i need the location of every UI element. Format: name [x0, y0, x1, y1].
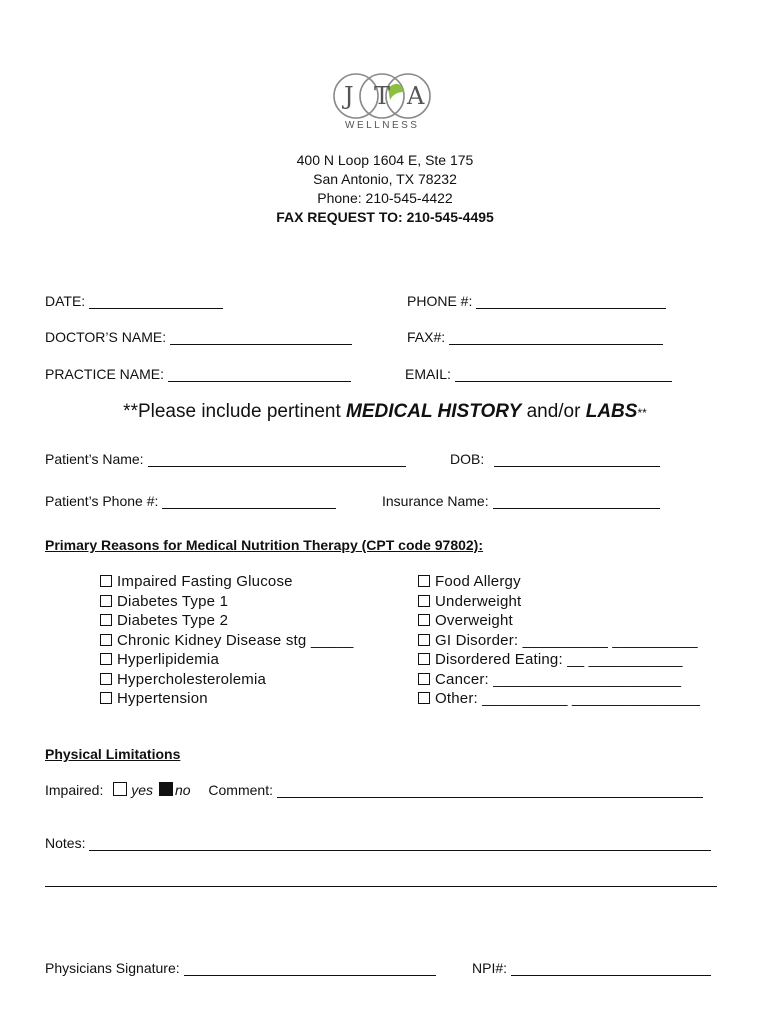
logo-letter-t: T: [374, 82, 391, 110]
signature-label: Physicians Signature:: [45, 960, 180, 976]
practice-name-field[interactable]: [45, 366, 351, 382]
signature-line[interactable]: [184, 961, 436, 976]
checkbox[interactable]: [418, 575, 430, 587]
dob-field[interactable]: [450, 451, 660, 467]
checkbox-item[interactable]: [418, 650, 700, 670]
doctor-name-field[interactable]: [45, 329, 352, 345]
headline-labs: LABS: [585, 401, 638, 422]
patient-name-line[interactable]: [148, 452, 406, 467]
checkbox-label: Overweight: [435, 612, 513, 629]
checkbox[interactable]: [100, 575, 112, 587]
practice-name-line[interactable]: [168, 367, 351, 382]
checkbox-label: Hypercholesterolemia: [117, 670, 267, 688]
yes-checkbox[interactable]: [113, 782, 127, 796]
checkbox-item[interactable]: [100, 611, 354, 631]
email-label: EMAIL:: [405, 366, 451, 382]
comment-label: Comment:: [208, 782, 273, 798]
checkbox[interactable]: [100, 634, 112, 646]
primary-reasons-right-column: [418, 572, 700, 709]
yes-label: yes: [131, 782, 154, 798]
patient-phone-field[interactable]: [45, 493, 336, 509]
notes-line-1[interactable]: [89, 836, 711, 851]
impaired-row: [45, 782, 703, 798]
insurance-line[interactable]: [493, 494, 660, 509]
clinic-phone: Phone: 210-545-4422: [317, 190, 453, 206]
fax-field[interactable]: [407, 329, 663, 345]
fax-line[interactable]: [449, 330, 663, 345]
checkbox-item[interactable]: [418, 631, 700, 651]
logo-letter-j: J: [344, 82, 354, 110]
checkbox-item[interactable]: [100, 650, 354, 670]
patient-name-label: Patient’s Name:: [45, 451, 144, 467]
email-field[interactable]: [405, 366, 672, 382]
checkbox-label: Disordered Eating: __ ___________: [435, 651, 683, 668]
npi-field[interactable]: [472, 960, 711, 976]
checkbox-label: GI Disorder: __________ __________: [435, 631, 698, 649]
insurance-label: Insurance Name:: [382, 493, 489, 509]
headline-mid: and/or: [521, 401, 586, 422]
checkbox-item[interactable]: [100, 572, 354, 592]
patient-name-field[interactable]: [45, 451, 406, 467]
comment-line[interactable]: [277, 783, 703, 798]
signature-field[interactable]: [45, 960, 436, 976]
checkbox[interactable]: [418, 653, 430, 665]
doctor-name-line[interactable]: [170, 330, 352, 345]
checkbox[interactable]: [418, 595, 430, 607]
fax-label: FAX#:: [407, 329, 446, 345]
jta-wellness-logo: [320, 62, 444, 138]
notes-label: Notes:: [45, 835, 86, 851]
checkbox-label: Hyperlipidemia: [117, 651, 220, 668]
checkbox[interactable]: [418, 634, 430, 646]
npi-label: NPI#:: [472, 960, 508, 976]
checkbox[interactable]: [100, 692, 112, 704]
checkbox-item[interactable]: [100, 592, 354, 612]
checkbox-label: Diabetes Type 1: [117, 592, 229, 610]
date-field[interactable]: [45, 293, 223, 309]
checkbox-label: Impaired Fasting Glucose: [117, 573, 293, 590]
checkbox[interactable]: [100, 614, 112, 626]
date-line[interactable]: [89, 294, 223, 309]
checkbox-item[interactable]: [418, 689, 700, 709]
notes-line-2[interactable]: [45, 885, 717, 887]
impaired-label: Impaired:: [45, 782, 104, 798]
checkbox-item[interactable]: [100, 631, 354, 651]
checkbox-label: Food Allergy: [435, 573, 521, 590]
checkbox-item[interactable]: [418, 611, 700, 631]
email-line[interactable]: [455, 367, 672, 382]
address-line-2: San Antonio, TX 78232: [313, 171, 457, 187]
checkbox[interactable]: [418, 673, 430, 685]
insurance-field[interactable]: [382, 493, 660, 509]
phone-line[interactable]: [476, 294, 666, 309]
address-line-1: 400 N Loop 1604 E, Ste 175: [296, 152, 474, 168]
checkbox-item[interactable]: [418, 572, 700, 592]
checkbox-item[interactable]: [100, 689, 354, 709]
checkbox[interactable]: [418, 614, 430, 626]
checkbox-label: Other: __________ _______________: [435, 690, 701, 707]
phone-field[interactable]: [407, 293, 666, 309]
practice-name-label: PRACTICE NAME:: [45, 366, 165, 382]
no-checkbox[interactable]: [159, 782, 173, 796]
no-label: no: [174, 782, 191, 798]
checkbox[interactable]: [418, 692, 430, 704]
checkbox-item[interactable]: [100, 670, 354, 690]
checkbox[interactable]: [100, 673, 112, 685]
doctor-name-label: DOCTOR’S NAME:: [45, 329, 167, 345]
primary-reasons-heading: Primary Reasons for Medical Nutrition Therapy (CPT code 97802):: [45, 537, 484, 553]
patient-phone-label: Patient’s Phone #:: [45, 493, 159, 509]
checkbox-label: Diabetes Type 2: [117, 612, 229, 629]
headline-pre: **Please include pertinent: [123, 401, 347, 422]
checkbox-item[interactable]: [418, 670, 700, 690]
headline-post: **: [637, 406, 647, 420]
checkbox[interactable]: [100, 595, 112, 607]
physical-limitations-heading: Physical Limitations: [45, 746, 181, 762]
headline-medical-history: MEDICAL HISTORY: [346, 401, 522, 422]
checkbox[interactable]: [100, 653, 112, 665]
primary-reasons-left-column: [100, 572, 354, 709]
headline: [0, 401, 770, 423]
dob-line[interactable]: [494, 452, 660, 467]
dob-label: DOB:: [450, 451, 485, 467]
npi-line[interactable]: [511, 961, 711, 976]
checkbox-label: Chronic Kidney Disease stg _____: [117, 631, 354, 649]
logo-letter-a: A: [407, 82, 425, 110]
fax-request: FAX REQUEST TO: 210-545-4495: [276, 209, 494, 225]
patient-phone-line[interactable]: [162, 494, 336, 509]
checkbox-label: Cancer: ______________________: [435, 670, 682, 688]
checkbox-label: Hypertension: [117, 690, 208, 707]
logo-subtitle: WELLNESS: [345, 120, 420, 131]
checkbox-label: Underweight: [435, 592, 522, 610]
checkbox-item[interactable]: [418, 592, 700, 612]
notes-field[interactable]: [45, 835, 711, 851]
date-label: DATE:: [45, 293, 86, 309]
phone-label: PHONE #:: [407, 293, 473, 309]
